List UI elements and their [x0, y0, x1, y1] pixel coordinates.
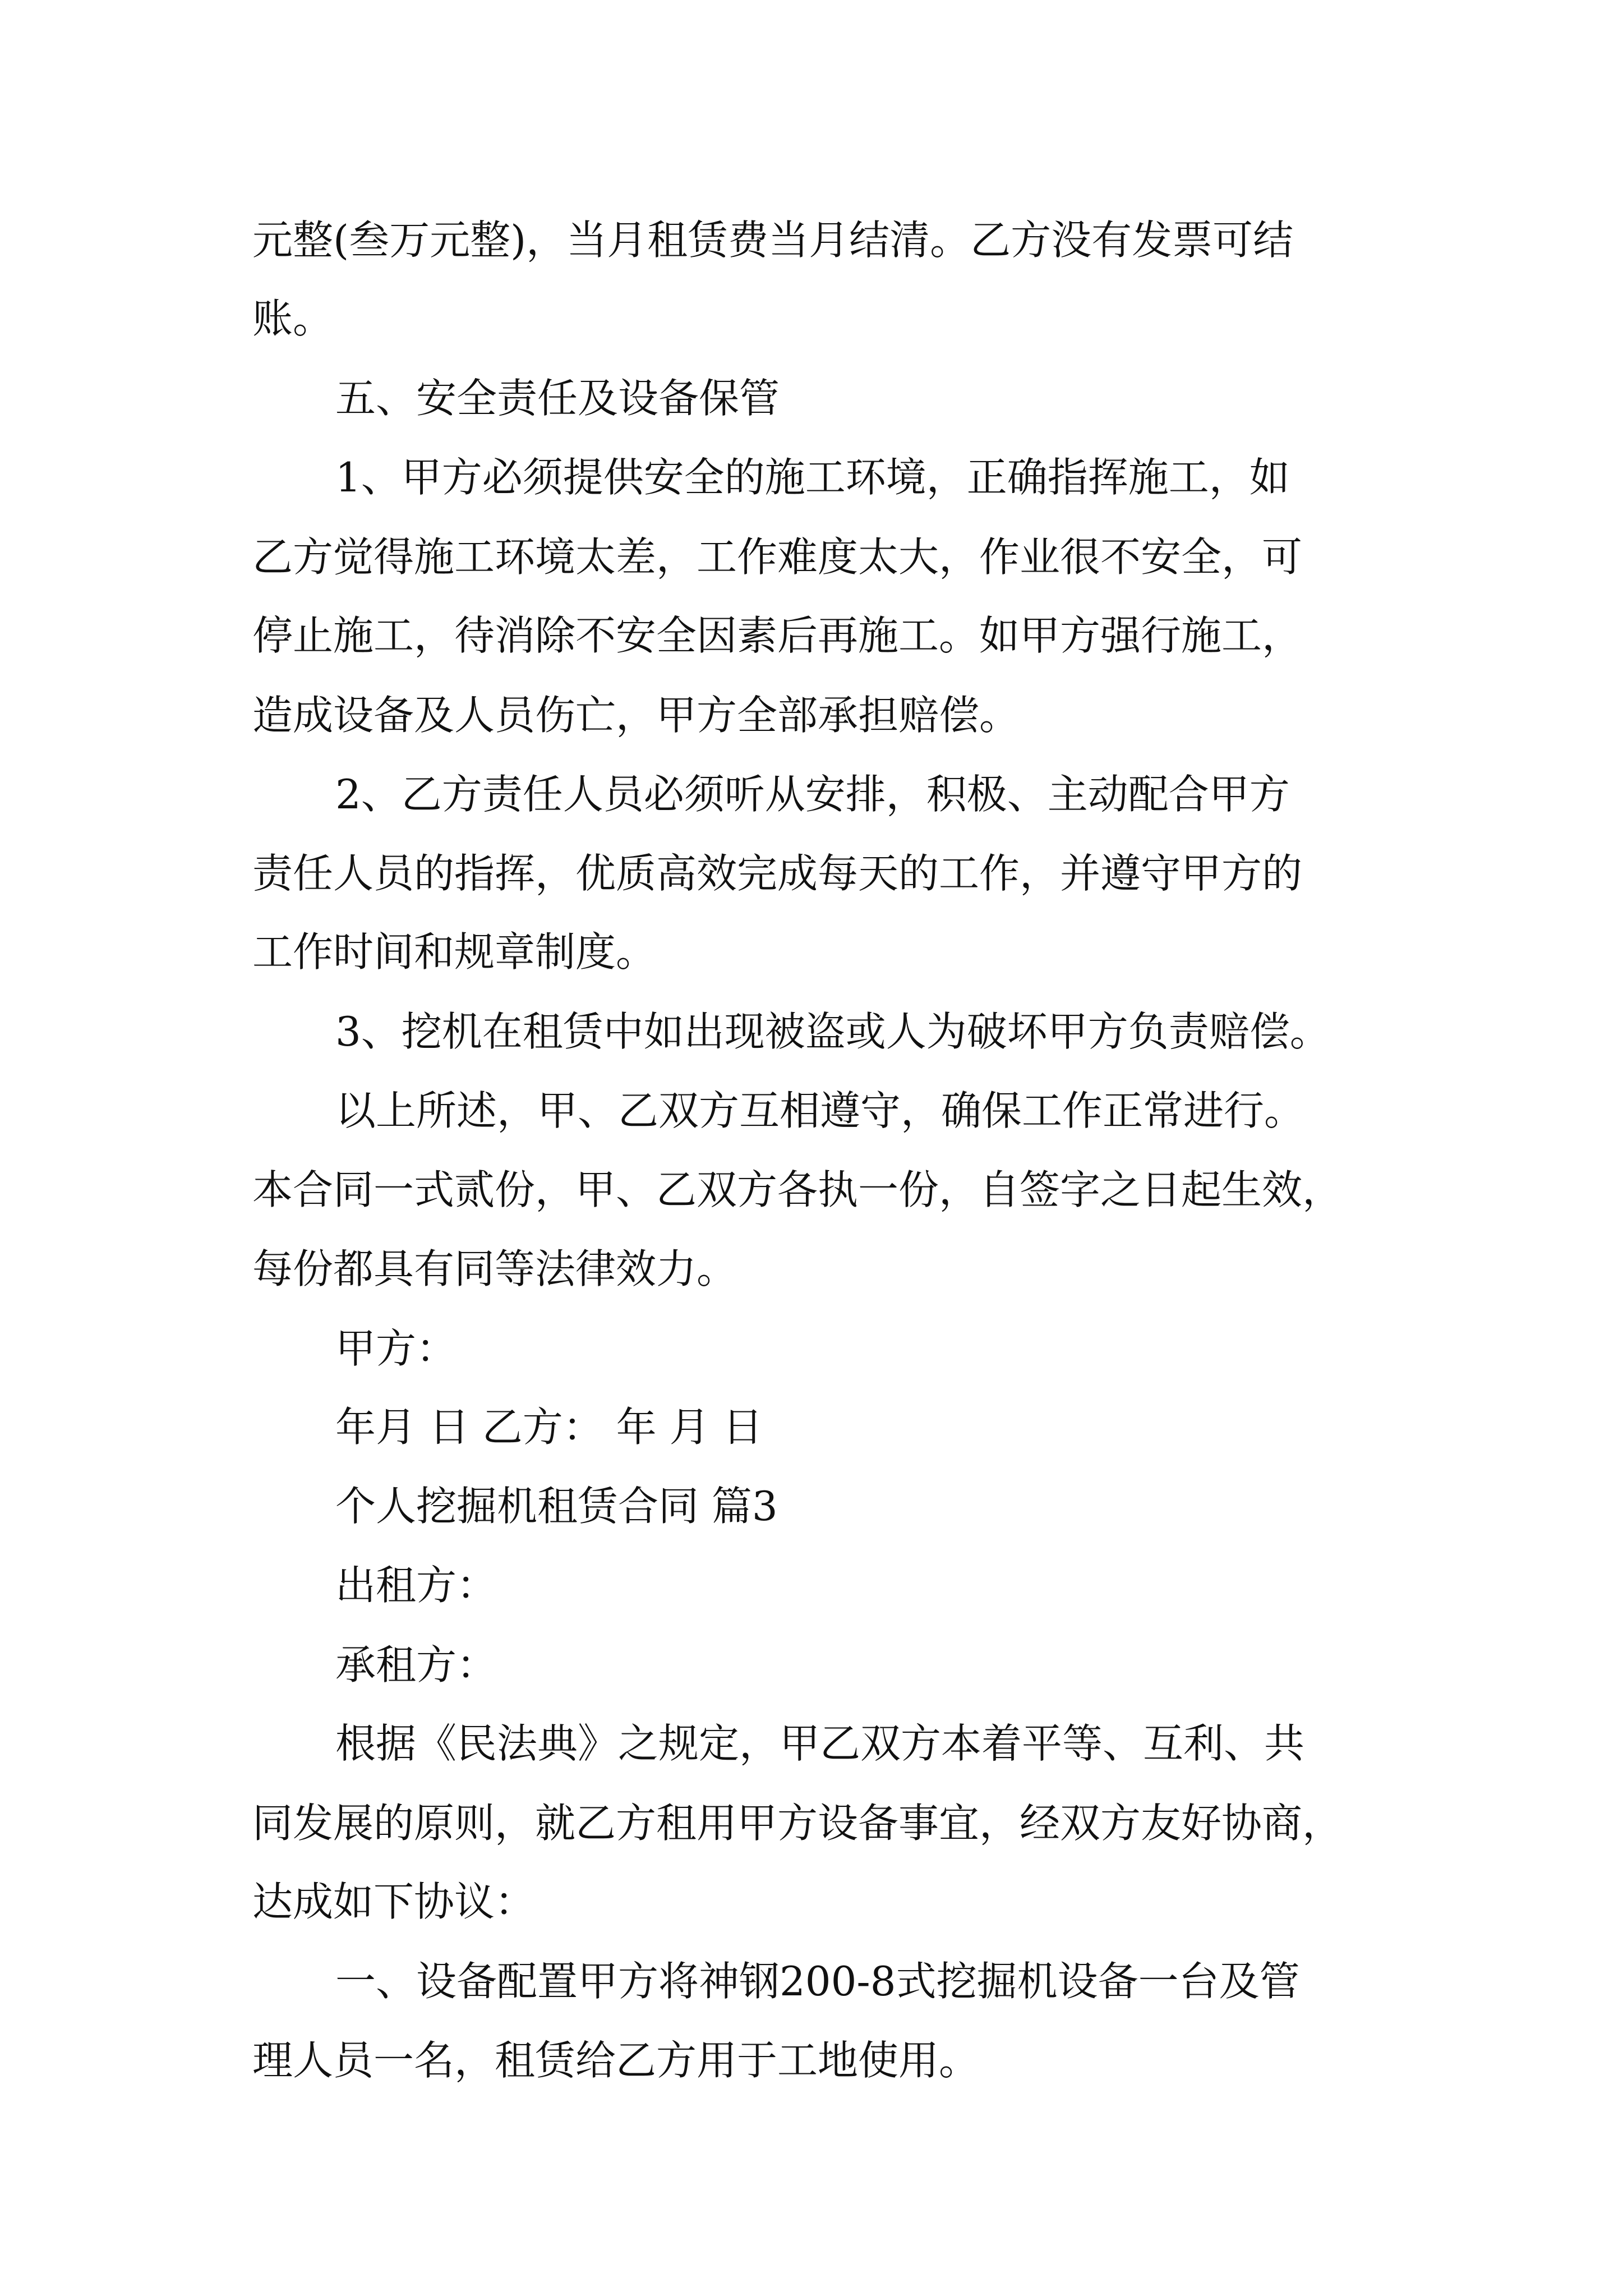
paragraph-line: 造成设备及人员伤亡，甲方全部承担赔偿。: [252, 692, 1020, 739]
paragraph-line: 元整(叁万元整)，当月租赁费当月结清。乙方没有发票可结: [252, 217, 1294, 264]
paragraph-line: 1、甲方必须提供安全的施工环境，正确指挥施工，如: [335, 454, 1290, 501]
paragraph-line: 每份都具有同等法律效力。: [252, 1245, 737, 1292]
paragraph-line: 一、设备配置甲方将神钢200-8式挖掘机设备一台及管: [335, 1958, 1300, 2005]
paragraph-line: 账。: [252, 295, 334, 342]
lessor-label: 出租方：: [335, 1562, 497, 1609]
section-heading: 五、安全责任及设备保管: [335, 375, 780, 422]
date-signature-line: 年月 日 乙方： 年 月 日: [335, 1404, 763, 1451]
paragraph-line: 3、挖机在租赁中如出现被盗或人为破坏甲方负责赔偿。: [335, 1008, 1330, 1055]
paragraph-line: 达成如下协议：: [252, 1878, 536, 1925]
paragraph-line: 以上所述，甲、乙双方互相遵守，确保工作正常进行。: [335, 1087, 1305, 1134]
paragraph-line: 理人员一名，租赁给乙方用于工地使用。: [252, 2037, 980, 2084]
paragraph-line: 本合同一式贰份，甲、乙双方各执一份，自签字之日起生效，: [252, 1166, 1343, 1213]
party-a-label: 甲方：: [335, 1325, 457, 1372]
paragraph-line: 根据《民法典》之规定，甲乙双方本着平等、互利、共: [335, 1720, 1305, 1767]
paragraph-line: 2、乙方责任人员必须听从安排，积极、主动配合甲方: [335, 771, 1290, 818]
contract-title: 个人挖掘机租赁合同 篇3: [335, 1483, 778, 1530]
paragraph-line: 责任人员的指挥，优质高效完成每天的工作，并遵守甲方的: [252, 850, 1303, 897]
paragraph-line: 停止施工，待消除不安全因素后再施工。如甲方强行施工，: [252, 612, 1303, 659]
paragraph-line: 同发展的原则，就乙方租用甲方设备事宜，经双方友好协商，: [252, 1800, 1343, 1847]
paragraph-line: 工作时间和规章制度。: [252, 928, 657, 976]
lessee-label: 承租方：: [335, 1641, 497, 1688]
paragraph-line: 乙方觉得施工环境太差，工作难度太大，作业很不安全，可: [252, 533, 1303, 581]
